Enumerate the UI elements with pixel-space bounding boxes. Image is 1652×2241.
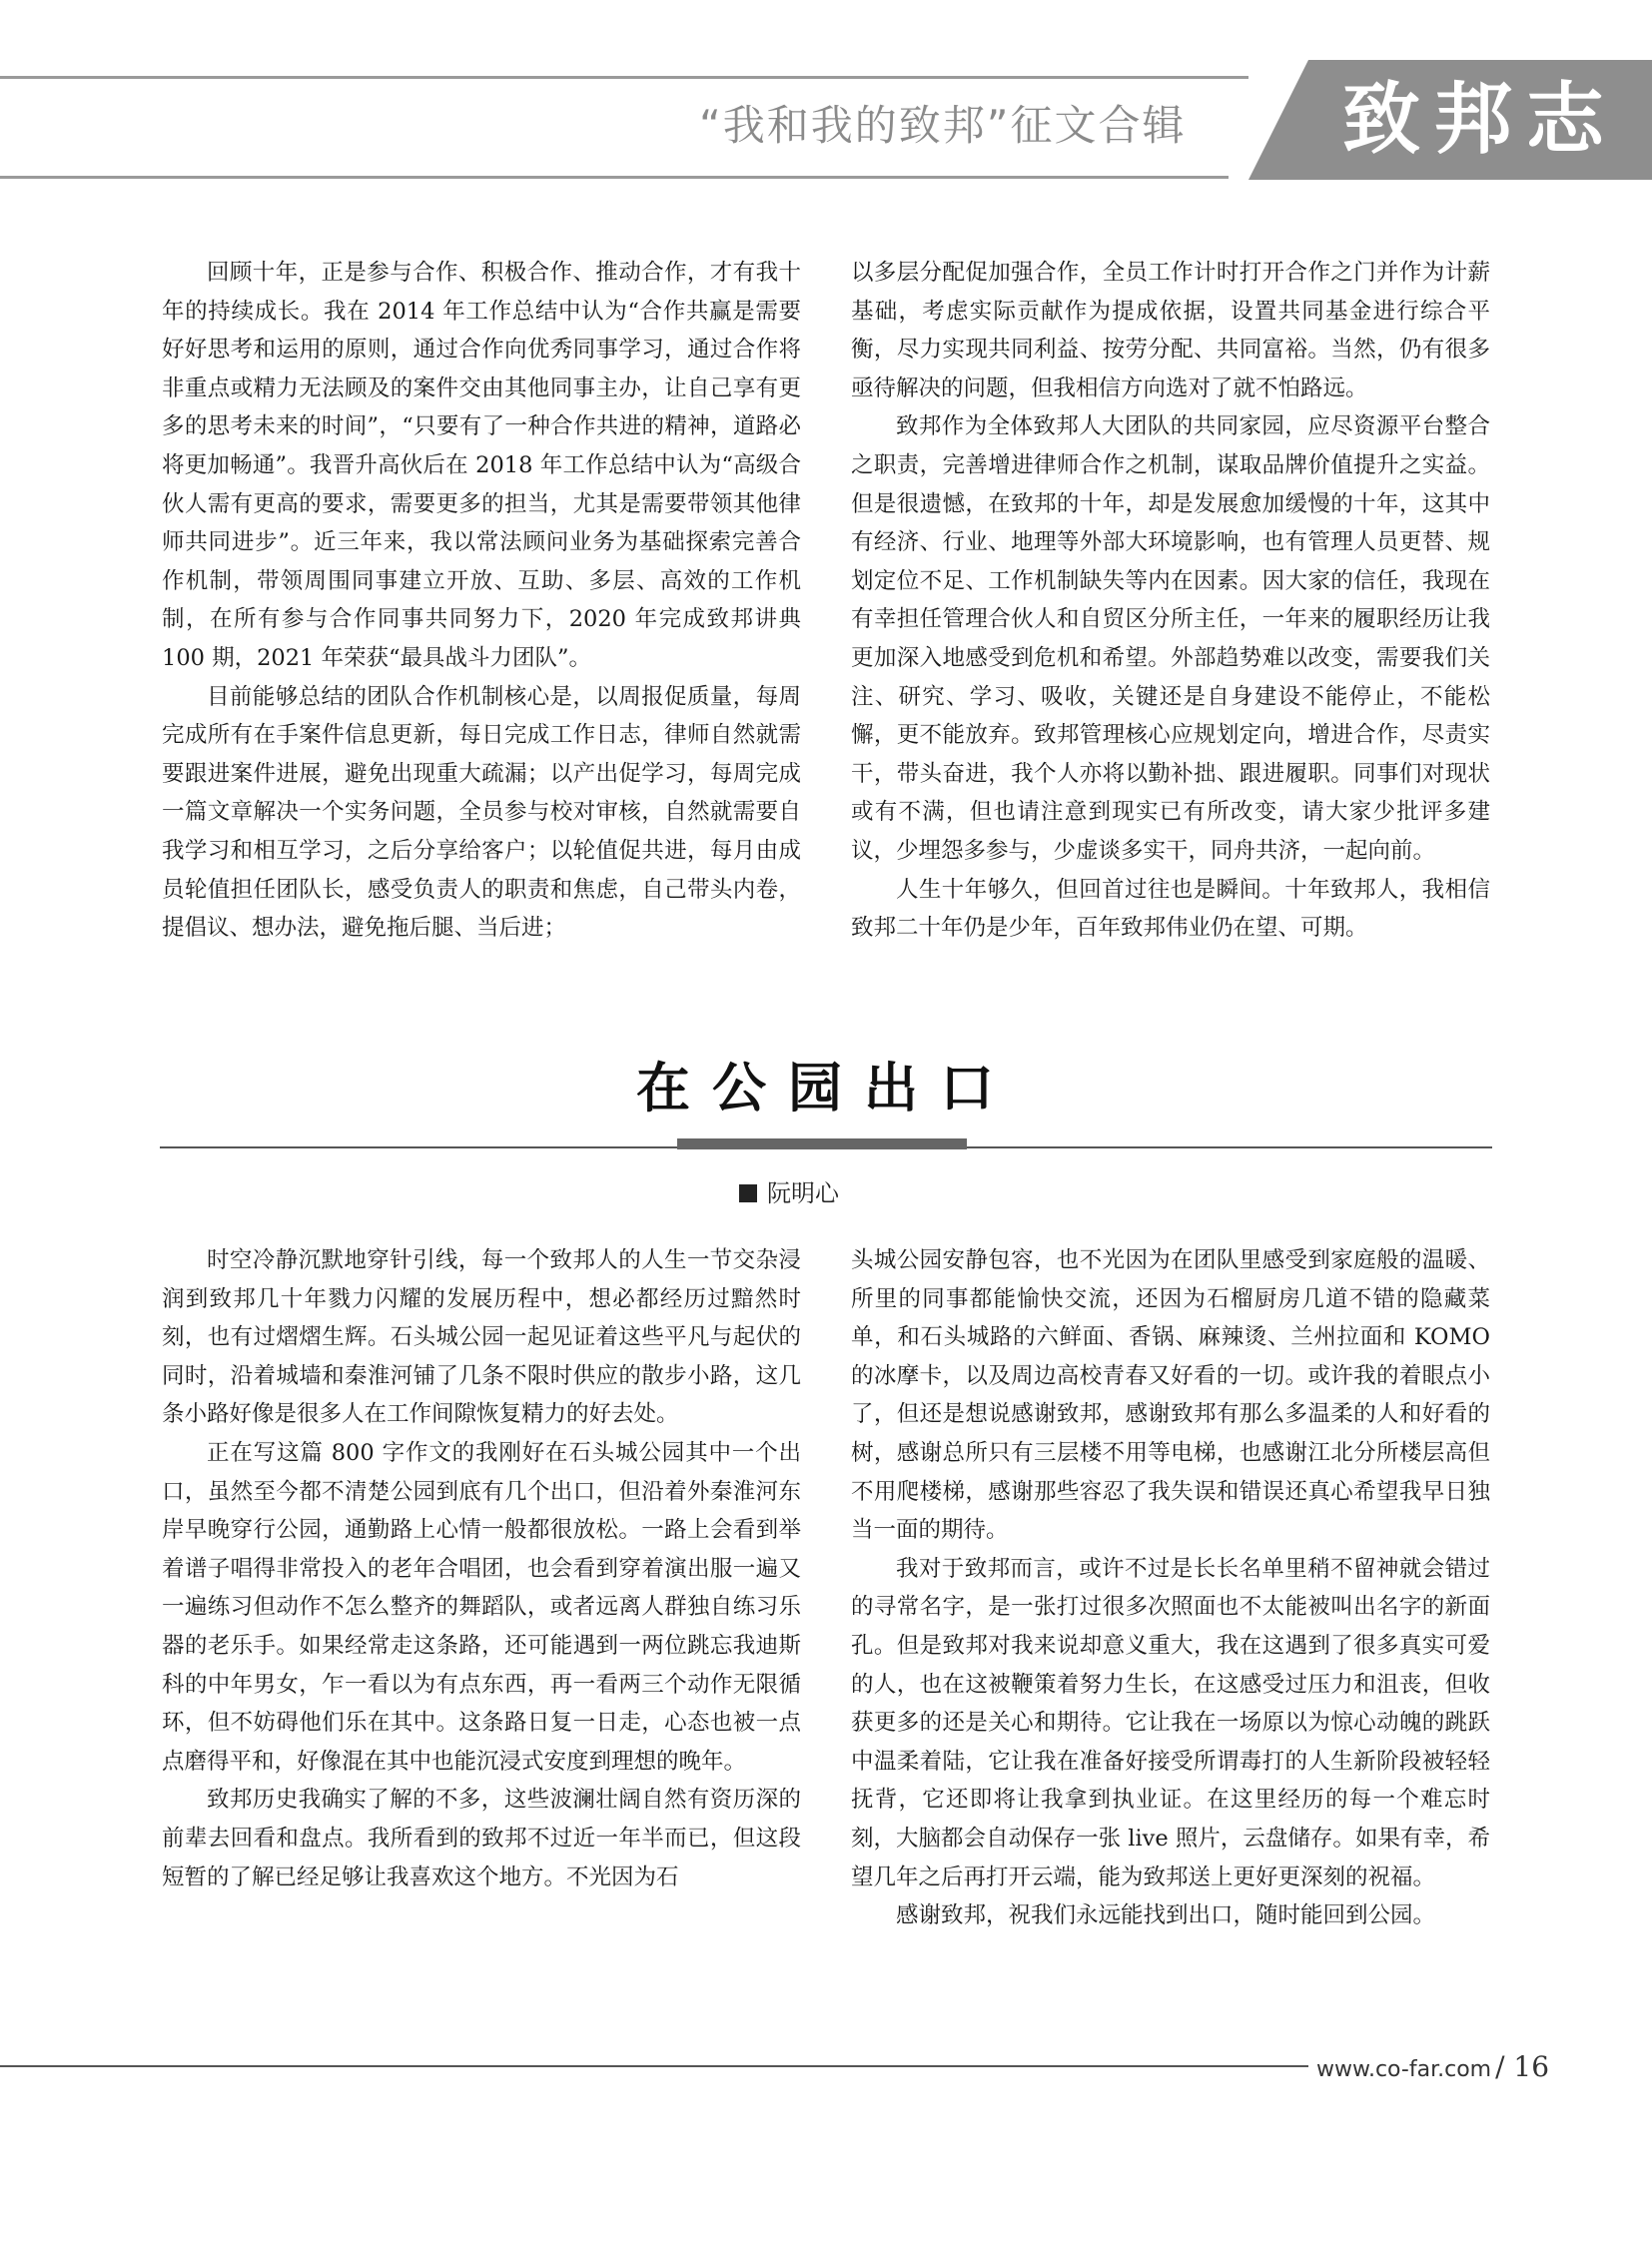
header-rule-bottom xyxy=(0,176,1229,179)
author-byline xyxy=(739,1175,959,1211)
article1-column-2 xyxy=(851,254,1490,948)
paragraph: 感谢致邦，祝我们永远能找到出口，随时能回到公园。 xyxy=(896,1902,1436,1929)
page-number: / 16 xyxy=(1495,2050,1550,2083)
square-bullet-icon xyxy=(739,1184,757,1202)
article2-column-2 xyxy=(851,1241,1490,1935)
paragraph: 头城公园安静包容，也不光因为在团队里感受到家庭般的温暖、所里的同事都能愉快交流，还因为石榴厨房几道不错的隐藏菜单，和石头城路的六鲜面、香锅、麻辣烫、兰州拉面和 KOMO 的冰摩卡，以及周边高校青春又好看的一切。或许我的着眼点小了，但还是想说感谢致邦，感谢致邦有那么多温柔的人和好看的树，感谢总所只有三层楼不用等电梯，也感谢江北分所楼层高但不用爬楼梯，感谢那些容忍了我失误和错误还真心希望我早日独当一面的期待。 xyxy=(851,1247,1490,1544)
header-rule-top xyxy=(0,76,1248,79)
article-title: 在公园出口 xyxy=(636,1057,1016,1120)
paragraph: 致邦历史我确实了解的不多，这些波澜壮阔自然有资历深的前辈去回看和盘点。我所看到的致邦不过近一年半而已，但这段短暂的了解已经足够让我喜欢这个地方。不光因为石 xyxy=(162,1787,801,1890)
paragraph: 正在写这篇 800 字作文的我刚好在石头城公园其中一个出口，虽然至今都不清楚公园到底有几个出口，但沿着外秦淮河东岸早晚穿行公园，通勤路上心情一般都很放松。一路上会看到举着谱子唱得非常投入的老年合唱团，也会看到穿着演出服一遍又一遍练习但动作不怎么整齐的舞蹈队，或者远离人群独自练习乐器的老乐手。如果经常走这条路，还可能遇到一两位跳忘我迪斯科的中年男女，乍一看以为有点东西，再一看两三个动作无限循环，但不妨碍他们乐在其中。这条路日复一日走，心态也被一点点磨得平和，好像混在其中也能沉浸式安度到理想的晚年。 xyxy=(162,1439,801,1775)
paragraph: 我对于致邦而言，或许不过是长长名单里稍不留神就会错过的寻常名字，是一张打过很多次照面也不太能被叫出名字的新面孔。但是致邦对我来说却意义重大，我在这遇到了很多真实可爱的人，也在这被鞭策着努力生长，在这感受过压力和沮丧，但收获更多的还是关心和期待。它让我在一场原以为惊心动魄的跳跃中温柔着陆，它让我在准备好接受所谓毒打的人生新阶段被轻轻抚背，它还即将让我拿到执业证。在这里经历的每一个难忘时刻，大脑都会自动保存一张 live 照片，云盘储存。如果有幸，希望几年之后再打开云端，能为致邦送上更好更深刻的祝福。 xyxy=(851,1555,1490,1890)
footer-url[interactable]: www.co-far.com xyxy=(1316,2057,1492,2082)
footer xyxy=(1316,2047,1616,2087)
article2-column-1 xyxy=(162,1241,801,1896)
paragraph: 时空冷静沉默地穿针引线，每一个致邦人的人生一节交杂浸润到致邦几十年戮力闪耀的发展历程中，想必都经历过黯然时刻，也有过熠熠生辉。石头城公园一起见证着这些平凡与起伏的同时，沿着城墙和秦淮河铺了几条不限时供应的散步小路，这几条小路好像是很多人在工作间隙恢复精力的好去处。 xyxy=(162,1247,801,1428)
paragraph: 目前能够总结的团队合作机制核心是，以周报促质量，每周完成所有在手案件信息更新，每日完成工作日志，律师自然就需要跟进案件进展，避免出现重大疏漏；以产出促学习，每周完成一篇文章解决一个实务问题，全员参与校对审核，自然就需要自我学习和相互学习，之后分享给客户；以轮值促共进，每月由成员轮值担任团队长，感受负责人的职责和焦虑，自己带头内卷，提倡议、想办法，避免拖后腿、当后进； xyxy=(162,683,801,942)
paragraph: 回顾十年，正是参与合作、积极合作、推动合作，才有我十年的持续成长。我在 2014 年工作总结中认为“合作共赢是需要好好思考和运用的原则，通过合作向优秀同事学习，通过合作将非重点或精力无法顾及的案件交由其他同事主办，让自己享有更多的思考未来的时间”，“只要有了一种合作共进的精神，道路必将更加畅通”。我晋升高伙后在 2018 年工作总结中认为“高级合伙人需有更高的要求，需要更多的担当，尤其是需要带领其他律师共同进步”。近三年来，我以常法顾问业务为基础探索完善合作机制，带领周围同事建立开放、互助、多层、高效的工作机制，在所有参与合作同事共同努力下，2020 年完成致邦讲典 100 期，2021 年荣获“最具战斗力团队”。 xyxy=(162,260,801,671)
title-divider-accent xyxy=(677,1138,967,1149)
paragraph: 致邦作为全体致邦人大团队的共同家园，应尽资源平台整合之职责，完善增进律师合作之机制，谋取品牌价值提升之实益。但是很遗憾，在致邦的十年，却是发展愈加缓慢的十年，这其中有经济、行业、地理等外部大环境影响，也有管理人员更替、规划定位不足、工作机制缺失等内在因素。因大家的信任，我现在有幸担任管理合伙人和自贸区分所主任，一年来的履职经历让我更加深入地感受到危机和希望。外部趋势难以改变，需要我们关注、研究、学习、吸收，关键还是自身建设不能停止，不能松懈，更不能放弃。致邦管理核心应规划定向，增进合作，尽责实干，带头奋进，我个人亦将以勤补拙、跟进履职。同事们对现状或有不满，但也请注意到现实已有所改变，请大家少批评多建议，少埋怨多参与，少虚谈多实干，同舟共济，一起向前。 xyxy=(851,413,1490,864)
paragraph: 人生十年够久，但回首过往也是瞬间。十年致邦人，我相信致邦二十年仍是少年，百年致邦伟业仍在望、可期。 xyxy=(851,876,1490,942)
author-name: 阮明心 xyxy=(767,1179,839,1207)
paragraph: 以多层分配促加强合作，全员工作计时打开合作之门并作为计薪基础，考虑实际贡献作为提成依据，设置共同基金进行综合平衡，尽力实现共同利益、按劳分配、共同富裕。当然，仍有很多亟待解决的问题，但我相信方向选对了就不怕路远。 xyxy=(851,260,1490,401)
series-title: “我和我的致邦”征文合辑 xyxy=(699,101,1187,150)
article1-column-1 xyxy=(162,254,801,948)
footer-rule xyxy=(0,2065,1308,2067)
brand-logo: 致邦志 xyxy=(1341,74,1618,165)
